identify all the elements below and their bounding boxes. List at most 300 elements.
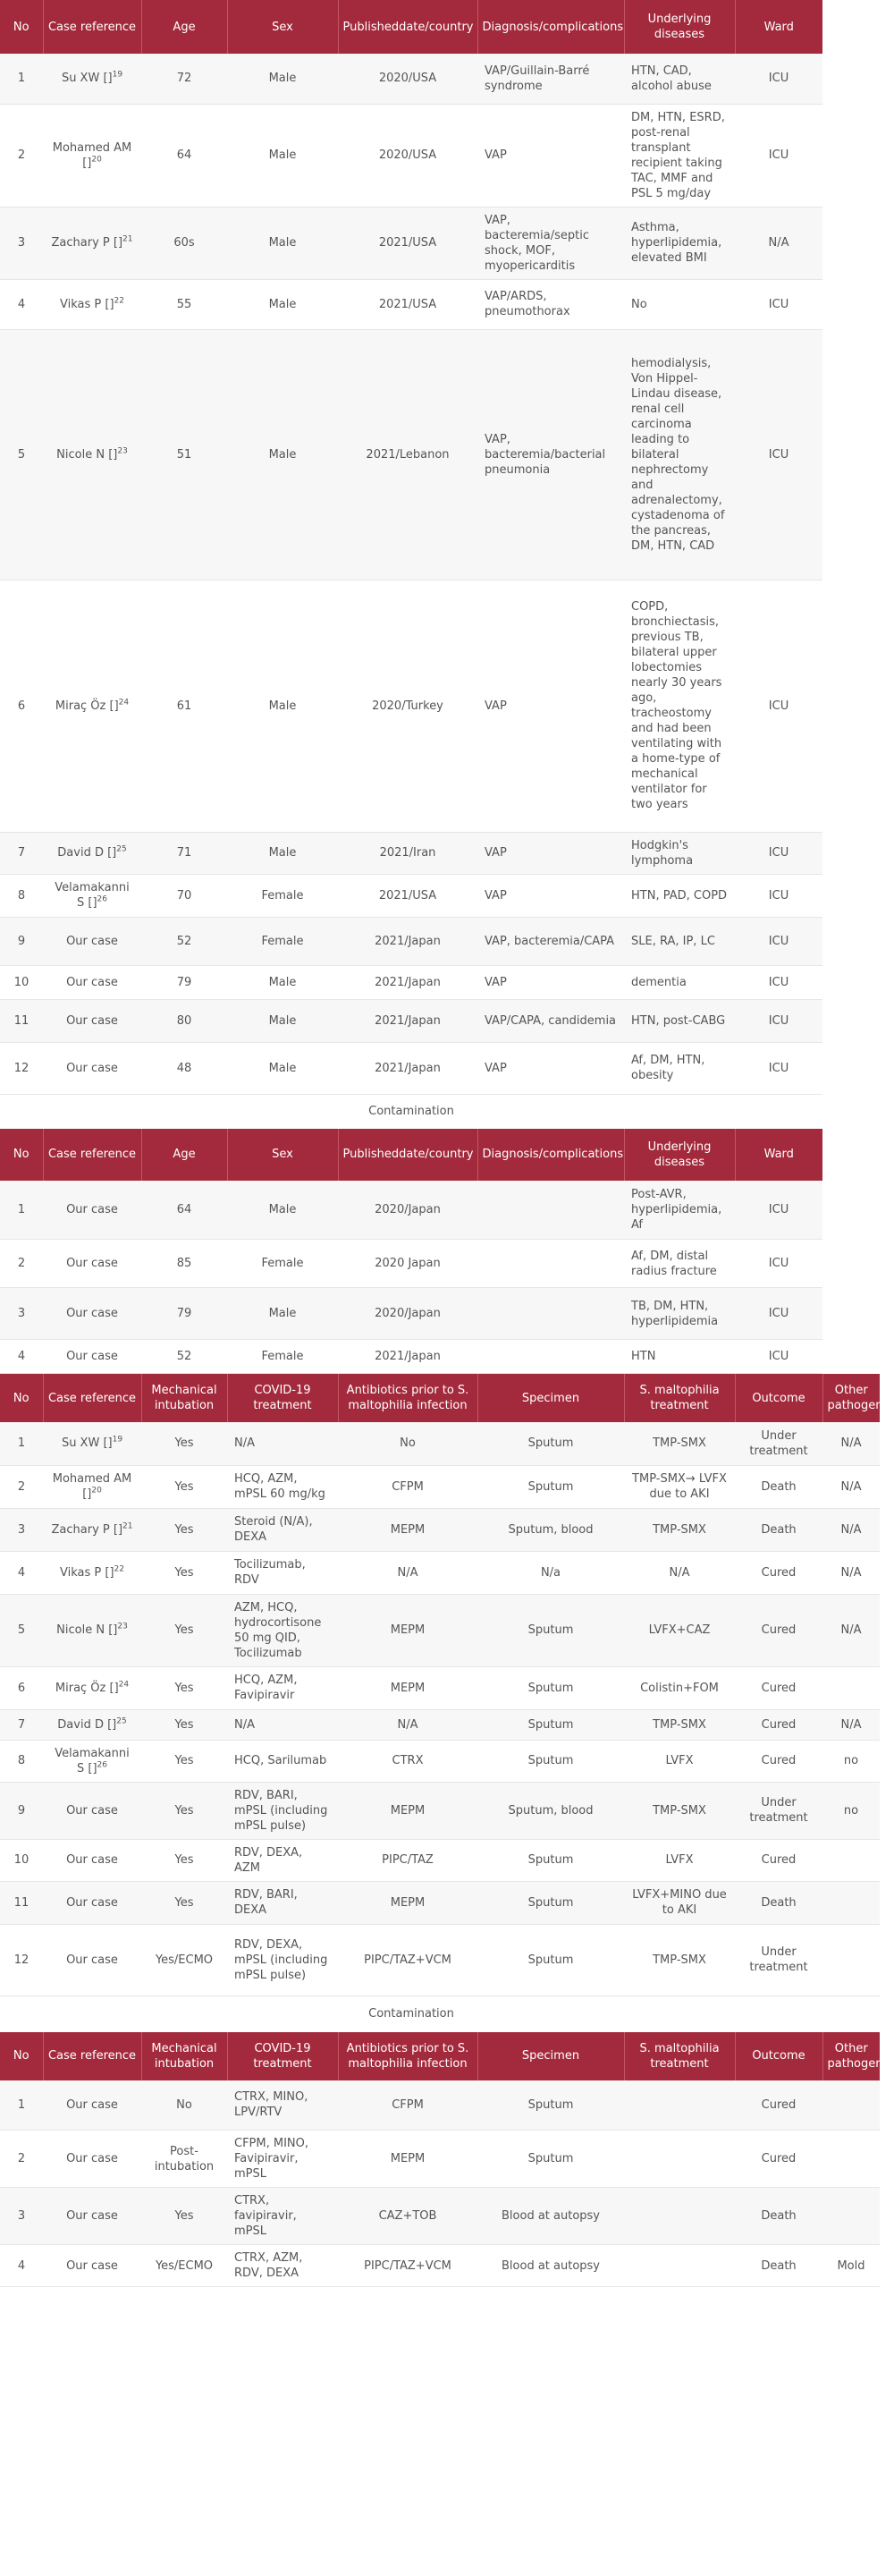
cell-abx: N/A <box>338 1551 477 1594</box>
cell-ward: ICU <box>735 1240 822 1288</box>
cell-oth: N/A <box>822 1465 880 1508</box>
table-row <box>0 1782 880 1839</box>
cell-cov: CFPM, MINO, Favipiravir, mPSL <box>227 2131 338 2188</box>
table-row <box>0 1709 880 1740</box>
table-row <box>0 1422 880 1465</box>
cell-cov: RDV, DEXA, mPSL (including mPSL pulse) <box>227 1924 338 1996</box>
cell-case-reference <box>43 1709 141 1740</box>
contamination-demographics-table <box>0 1129 822 1375</box>
cell-cov: Tocilizumab, RDV <box>227 1551 338 1594</box>
table-row <box>0 104 822 207</box>
cell-age: 72 <box>141 54 227 104</box>
cell-und: Af, DM, distal radius fracture <box>624 1240 735 1288</box>
cell-cov: CTRX, favipiravir, mPSL <box>227 2188 338 2245</box>
cell-diag: VAP, bacteremia/CAPA <box>477 917 624 965</box>
table-row <box>0 999 822 1042</box>
reference-text: Our case <box>66 1953 118 1967</box>
cell-pub: 2021/USA <box>338 874 477 917</box>
cell-out: Cured <box>735 1666 822 1709</box>
cell-cov: CTRX, AZM, RDV, DEXA <box>227 2245 338 2287</box>
cell-age: 55 <box>141 279 227 329</box>
cell-case-reference <box>43 1839 141 1881</box>
cell-case-reference <box>43 832 141 874</box>
cell-und: Af, DM, HTN, obesity <box>624 1042 735 1094</box>
cell-mi: Yes <box>141 1594 227 1666</box>
citation-number: 22 <box>114 296 124 306</box>
cell-no: 2 <box>0 104 43 207</box>
treatment-table <box>0 1374 883 1996</box>
cell-oth <box>822 1924 880 1996</box>
cell-diag <box>477 1240 624 1288</box>
cell-oth: N/A <box>822 1594 880 1666</box>
cell-spec: Sputum <box>477 1924 624 1996</box>
citation-number: 25 <box>116 844 127 854</box>
citation-number: 24 <box>118 1680 130 1690</box>
header-no: No <box>0 2032 43 2080</box>
cell-case-reference <box>43 2131 141 2188</box>
cell-abx: MEPM <box>338 1881 477 1924</box>
cell-oth <box>822 1666 880 1709</box>
header-sex: Sex <box>227 1129 338 1181</box>
citation-number: 24 <box>118 698 130 708</box>
cell-spec: Sputum <box>477 1839 624 1881</box>
table-header-row <box>0 2032 880 2080</box>
cell-diag: VAP <box>477 832 624 874</box>
header-maltophilia-treatment: S. maltophilia treatment <box>624 2032 735 2080</box>
cell-diag: VAP, bacteremia/bacterial pneumonia <box>477 329 624 580</box>
cell-pub: 2020 Japan <box>338 1240 477 1288</box>
cell-cov: Steroid (N/A), DEXA <box>227 1508 338 1551</box>
cell-out: Cured <box>735 1551 822 1594</box>
cell-ward: ICU <box>735 999 822 1042</box>
cell-no: 3 <box>0 2188 43 2245</box>
cell-und: Hodgkin's lymphoma <box>624 832 735 874</box>
table-header-row <box>0 0 822 54</box>
cell-und: COPD, bronchiectasis, previous TB, bilateral upper lobectomies nearly 30 years ago, tracheostomy and had been ventilating with a home-type of mechanical ventilator for two years <box>624 580 735 832</box>
cell-no: 7 <box>0 832 43 874</box>
table-row <box>0 1240 822 1288</box>
reference-text: Miraç Öz [] <box>55 1681 119 1695</box>
reference-text: Our case <box>66 1307 118 1320</box>
cell-oth: no <box>822 1740 880 1782</box>
citation-number: 20 <box>91 155 102 165</box>
cell-case-reference <box>43 1666 141 1709</box>
cell-tx: TMP-SMX→ LVFX due to AKI <box>624 1465 735 1508</box>
table-row <box>0 2080 880 2131</box>
reference-text: Nicole N [] <box>56 447 118 462</box>
cell-sex: Male <box>227 1288 338 1340</box>
cell-ward: ICU <box>735 54 822 104</box>
cell-abx: CAZ+TOB <box>338 2188 477 2245</box>
cell-spec: Sputum <box>477 1709 624 1740</box>
table-row <box>0 1181 822 1240</box>
header-other-pathogen: Other pathogen <box>822 2032 880 2080</box>
cell-spec: Sputum <box>477 1740 624 1782</box>
cell-tx <box>624 2080 735 2131</box>
cell-spec: Blood at autopsy <box>477 2188 624 2245</box>
cell-pub: 2021/USA <box>338 207 477 279</box>
header-other-pathogen: Other pathogen <box>822 1374 880 1422</box>
cell-abx: CFPM <box>338 1465 477 1508</box>
cell-case-reference <box>43 1422 141 1465</box>
cell-age: 48 <box>141 1042 227 1094</box>
table-row <box>0 874 822 917</box>
cell-case-reference <box>43 1465 141 1508</box>
cell-no: 1 <box>0 1422 43 1465</box>
cell-ward: ICU <box>735 1340 822 1374</box>
reference-text: Our case <box>66 1895 118 1910</box>
cell-out: Death <box>735 2245 822 2287</box>
cell-no: 5 <box>0 1594 43 1666</box>
cell-tx: LVFX <box>624 1839 735 1881</box>
cell-case-reference <box>43 1240 141 1288</box>
cell-sex: Female <box>227 917 338 965</box>
header-maltophilia-treatment: S. maltophilia treatment <box>624 1374 735 1422</box>
cell-pub: 2021/Lebanon <box>338 329 477 580</box>
cell-abx: CTRX <box>338 1740 477 1782</box>
section-label-contamination-1: Contamination <box>0 1095 822 1129</box>
cell-no: 4 <box>0 279 43 329</box>
cell-oth <box>822 2131 880 2188</box>
header-age: Age <box>141 0 227 54</box>
cell-spec: Sputum <box>477 1422 624 1465</box>
cell-sex: Male <box>227 580 338 832</box>
header-antibiotics: Antibiotics prior to S. maltophilia infection <box>338 2032 477 2080</box>
cell-out: Death <box>735 1881 822 1924</box>
cell-mi: Yes <box>141 1465 227 1508</box>
table-row <box>0 965 822 999</box>
cell-abx: MEPM <box>338 1508 477 1551</box>
cell-case-reference <box>43 329 141 580</box>
table-header-row <box>0 1374 880 1422</box>
cell-oth <box>822 2188 880 2245</box>
reference-text: Mohamed AM [] <box>52 1472 132 1501</box>
cell-spec: Blood at autopsy <box>477 2245 624 2287</box>
contamination-treatment-table <box>0 2032 883 2288</box>
reference-text: David D [] <box>57 1717 117 1732</box>
cell-out: Cured <box>735 1709 822 1740</box>
header-case-reference: Case reference <box>43 0 141 54</box>
cell-und: hemodialysis, Von Hippel-Lindau disease, renal cell carcinoma leading to bilateral nephrectomy and adrenalectomy, cystadenoma of the pancreas, DM, HTN, CAD <box>624 329 735 580</box>
cell-ward: ICU <box>735 329 822 580</box>
cell-ward: ICU <box>735 965 822 999</box>
cell-case-reference <box>43 2245 141 2287</box>
cell-case-reference <box>43 999 141 1042</box>
cell-out: Cured <box>735 1839 822 1881</box>
cell-no: 12 <box>0 1042 43 1094</box>
cell-no: 3 <box>0 207 43 279</box>
cell-no: 3 <box>0 1288 43 1340</box>
cell-und: SLE, RA, IP, LC <box>624 917 735 965</box>
cell-diag: VAP/ARDS, pneumothorax <box>477 279 624 329</box>
reference-text: Miraç Öz [] <box>55 699 119 713</box>
cell-ward: ICU <box>735 917 822 965</box>
cell-case-reference <box>43 1551 141 1594</box>
citation-number: 22 <box>114 1564 124 1574</box>
reference-text: Su XW [] <box>61 1436 113 1451</box>
cell-pub: 2021/Japan <box>338 917 477 965</box>
cell-out: Death <box>735 1508 822 1551</box>
cell-spec: Sputum, blood <box>477 1782 624 1839</box>
cell-no: 6 <box>0 580 43 832</box>
demographics-table <box>0 0 822 1095</box>
header-ward: Ward <box>735 1129 822 1181</box>
cell-abx: MEPM <box>338 1594 477 1666</box>
table-row <box>0 279 822 329</box>
cell-pub: 2020/Japan <box>338 1181 477 1240</box>
cell-spec: N/a <box>477 1551 624 1594</box>
cell-abx: MEPM <box>338 1666 477 1709</box>
header-specimen: Specimen <box>477 1374 624 1422</box>
cell-no: 9 <box>0 1782 43 1839</box>
cell-mi: Yes <box>141 1881 227 1924</box>
cell-no: 7 <box>0 1709 43 1740</box>
cell-tx: Colistin+FOM <box>624 1666 735 1709</box>
cell-cov: RDV, DEXA, AZM <box>227 1839 338 1881</box>
header-case-reference: Case reference <box>43 1374 141 1422</box>
cell-case-reference <box>43 1740 141 1782</box>
cell-cov: HCQ, AZM, Favipiravir <box>227 1666 338 1709</box>
cell-mi: Post-intubation <box>141 2131 227 2188</box>
cell-oth: N/A <box>822 1508 880 1551</box>
cell-tx: LVFX <box>624 1740 735 1782</box>
cell-no: 6 <box>0 1666 43 1709</box>
cell-out: Death <box>735 1465 822 1508</box>
cell-case-reference <box>43 1881 141 1924</box>
cell-diag: VAP/CAPA, candidemia <box>477 999 624 1042</box>
citation-number: 19 <box>112 70 123 80</box>
cell-out: Under treatment <box>735 1422 822 1465</box>
cell-und: HTN, CAD, alcohol abuse <box>624 54 735 104</box>
reference-text: Our case <box>66 1853 118 1867</box>
cell-age: 51 <box>141 329 227 580</box>
header-sex: Sex <box>227 0 338 54</box>
cell-no: 5 <box>0 329 43 580</box>
cell-pub: 2021/USA <box>338 279 477 329</box>
cell-pub: 2021/Japan <box>338 1042 477 1094</box>
cell-mi: Yes/ECMO <box>141 1924 227 1996</box>
citation-number: 26 <box>97 894 107 904</box>
cell-out: Death <box>735 2188 822 2245</box>
cell-case-reference <box>43 1782 141 1839</box>
cell-sex: Female <box>227 1240 338 1288</box>
reference-text: Our case <box>66 2152 118 2165</box>
cell-tx: N/A <box>624 1551 735 1594</box>
cell-tx: TMP-SMX <box>624 1709 735 1740</box>
reference-text: Our case <box>66 1013 118 1028</box>
cell-no: 11 <box>0 999 43 1042</box>
cell-oth: N/A <box>822 1709 880 1740</box>
reference-text: Our case <box>66 934 118 948</box>
cell-mi: Yes <box>141 1508 227 1551</box>
cell-no: 2 <box>0 1465 43 1508</box>
cell-sex: Male <box>227 54 338 104</box>
cell-no: 2 <box>0 2131 43 2188</box>
cell-case-reference <box>43 580 141 832</box>
reference-text: Velamakanni S [] <box>55 1746 130 1775</box>
cell-age: 64 <box>141 104 227 207</box>
cell-abx: N/A <box>338 1709 477 1740</box>
header-age: Age <box>141 1129 227 1181</box>
cell-ward: ICU <box>735 580 822 832</box>
cell-sex: Female <box>227 1340 338 1374</box>
cell-und: TB, DM, HTN, hyperlipidemia <box>624 1288 735 1340</box>
cell-no: 10 <box>0 1839 43 1881</box>
cell-out: Under treatment <box>735 1782 822 1839</box>
cell-diag <box>477 1288 624 1340</box>
cell-und: Post-AVR, hyperlipidemia, Af <box>624 1181 735 1240</box>
table-row <box>0 1740 880 1782</box>
cell-spec: Sputum <box>477 1465 624 1508</box>
table-row <box>0 1508 880 1551</box>
cell-case-reference <box>43 1594 141 1666</box>
header-covid-treatment: COVID-19 treatment <box>227 1374 338 1422</box>
cell-age: 80 <box>141 999 227 1042</box>
cell-pub: 2021/Japan <box>338 965 477 999</box>
reference-text: Our case <box>66 2209 118 2223</box>
cell-no: 11 <box>0 1881 43 1924</box>
table-row <box>0 1288 822 1340</box>
cell-pub: 2021/Japan <box>338 999 477 1042</box>
cell-spec: Sputum <box>477 1666 624 1709</box>
cell-und: HTN, post-CABG <box>624 999 735 1042</box>
reference-text: Zachary P [] <box>51 1522 123 1537</box>
reference-text: Our case <box>66 2258 118 2273</box>
cell-sex: Male <box>227 329 338 580</box>
cell-age: 79 <box>141 1288 227 1340</box>
cell-age: 64 <box>141 1181 227 1240</box>
cell-case-reference <box>43 207 141 279</box>
cell-mi: Yes <box>141 1551 227 1594</box>
cell-oth <box>822 2080 880 2131</box>
cell-oth: no <box>822 1782 880 1839</box>
cell-mi: Yes <box>141 1740 227 1782</box>
cell-case-reference <box>43 54 141 104</box>
table-row <box>0 329 822 580</box>
cell-no: 8 <box>0 874 43 917</box>
table-row <box>0 1881 880 1924</box>
cell-tx: LVFX+MINO due to AKI <box>624 1881 735 1924</box>
cell-mi: No <box>141 2080 227 2131</box>
reference-text: Our case <box>66 1350 118 1363</box>
cell-diag <box>477 1181 624 1240</box>
header-underlying: Underlying diseases <box>624 0 735 54</box>
cell-und: No <box>624 279 735 329</box>
cell-diag: VAP, bacteremia/septic shock, MOF, myopericarditis <box>477 207 624 279</box>
table-row <box>0 2245 880 2287</box>
citation-number: 23 <box>117 1622 128 1631</box>
header-no: No <box>0 0 43 54</box>
cell-age: 79 <box>141 965 227 999</box>
cell-cov: HCQ, AZM, mPSL 60 mg/kg <box>227 1465 338 1508</box>
cell-no: 1 <box>0 54 43 104</box>
cell-mi: Yes <box>141 1709 227 1740</box>
header-no: No <box>0 1129 43 1181</box>
cell-oth: N/A <box>822 1551 880 1594</box>
cell-oth: Mold <box>822 2245 880 2287</box>
cell-diag: VAP <box>477 965 624 999</box>
cell-abx: PIPC/TAZ+VCM <box>338 2245 477 2287</box>
cell-diag: VAP <box>477 580 624 832</box>
cell-case-reference <box>43 1042 141 1094</box>
citation-number: 25 <box>116 1716 127 1726</box>
reference-text: Su XW [] <box>61 72 113 86</box>
cell-ward: ICU <box>735 832 822 874</box>
cell-case-reference <box>43 917 141 965</box>
cell-sex: Male <box>227 104 338 207</box>
cell-no: 4 <box>0 2245 43 2287</box>
citation-number: 20 <box>91 1486 102 1496</box>
citation-number: 23 <box>117 446 128 456</box>
cell-age: 52 <box>141 1340 227 1374</box>
cell-sex: Female <box>227 874 338 917</box>
table-row <box>0 2188 880 2245</box>
cell-out: Cured <box>735 2131 822 2188</box>
header-specimen: Specimen <box>477 2032 624 2080</box>
cell-no: 9 <box>0 917 43 965</box>
cell-diag: VAP <box>477 874 624 917</box>
table-row <box>0 1551 880 1594</box>
cell-case-reference <box>43 1181 141 1240</box>
cell-age: 85 <box>141 1240 227 1288</box>
cell-tx: TMP-SMX <box>624 1422 735 1465</box>
cell-sex: Male <box>227 1042 338 1094</box>
cell-sex: Male <box>227 999 338 1042</box>
table-row <box>0 917 822 965</box>
header-diagnosis: Diagnosis/complications <box>477 1129 624 1181</box>
cell-pub: 2020/Japan <box>338 1288 477 1340</box>
cell-ward: ICU <box>735 279 822 329</box>
header-intubation: Mechanical intubation <box>141 1374 227 1422</box>
reference-text: Nicole N [] <box>56 1623 118 1637</box>
cell-mi: Yes <box>141 1782 227 1839</box>
reference-text: David D [] <box>57 846 117 860</box>
cell-und: HTN, PAD, COPD <box>624 874 735 917</box>
cell-pub: 2021/Japan <box>338 1340 477 1374</box>
table-row <box>0 1924 880 1996</box>
section-label-contamination-2: Contamination <box>0 1996 822 2032</box>
table-row <box>0 1465 880 1508</box>
reference-text: Velamakanni S [] <box>55 881 130 910</box>
reference-text: Our case <box>66 975 118 989</box>
cell-abx: MEPM <box>338 2131 477 2188</box>
header-ward: Ward <box>735 0 822 54</box>
cell-spec: Sputum, blood <box>477 1508 624 1551</box>
cell-no: 8 <box>0 1740 43 1782</box>
cell-age: 71 <box>141 832 227 874</box>
cell-tx <box>624 2188 735 2245</box>
header-no: No <box>0 1374 43 1422</box>
reference-text: Vikas P [] <box>60 1565 114 1580</box>
cell-tx: LVFX+CAZ <box>624 1594 735 1666</box>
cell-pub: 2020/USA <box>338 54 477 104</box>
cell-diag: VAP <box>477 104 624 207</box>
cell-mi: Yes <box>141 1422 227 1465</box>
cell-case-reference <box>43 1288 141 1340</box>
header-covid-treatment: COVID-19 treatment <box>227 2032 338 2080</box>
cell-ward: ICU <box>735 874 822 917</box>
citation-number: 19 <box>112 1435 123 1445</box>
cell-out: Cured <box>735 2080 822 2131</box>
cell-no: 1 <box>0 2080 43 2131</box>
cell-case-reference <box>43 1508 141 1551</box>
cell-mi: Yes/ECMO <box>141 2245 227 2287</box>
cell-cov: RDV, BARI, mPSL (including mPSL pulse) <box>227 1782 338 1839</box>
cell-abx: PIPC/TAZ+VCM <box>338 1924 477 1996</box>
cell-mi: Yes <box>141 1839 227 1881</box>
header-case-reference: Case reference <box>43 1129 141 1181</box>
header-diagnosis: Diagnosis/complications <box>477 0 624 54</box>
